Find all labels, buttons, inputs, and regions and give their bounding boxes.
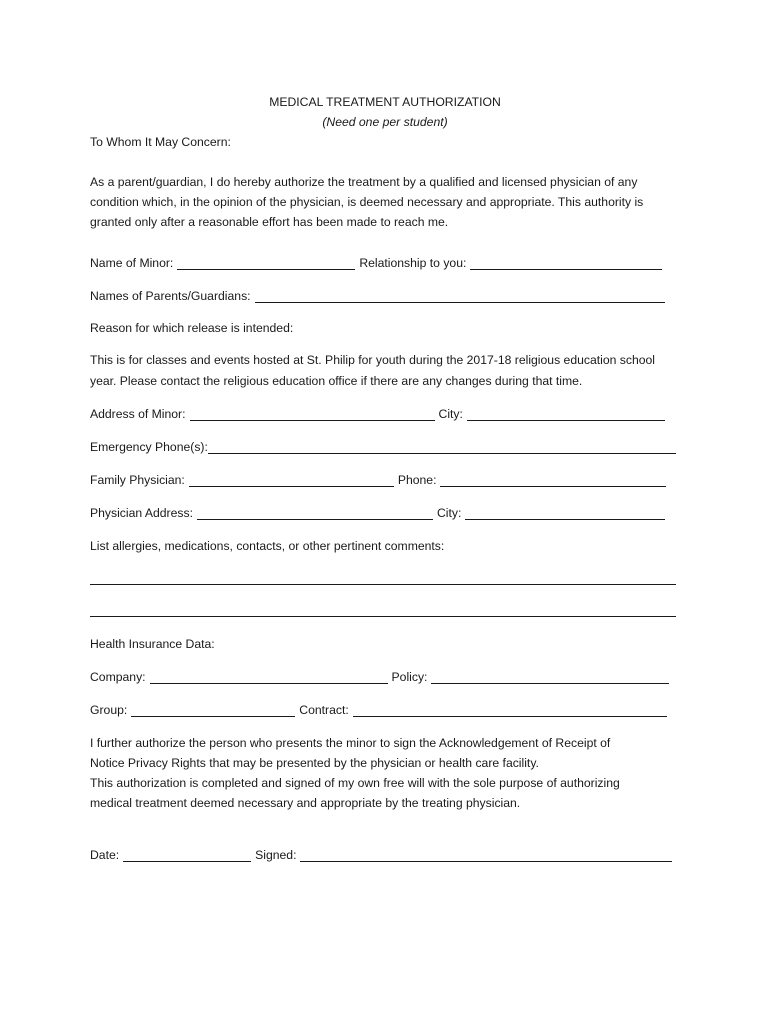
minor-name-label: Name of Minor: (90, 256, 174, 270)
form-title: MEDICAL TREATMENT AUTHORIZATION (269, 95, 501, 109)
reason-label: Reason for which release is intended: (90, 321, 294, 335)
address-row (90, 404, 680, 424)
insurance-label: Health Insurance Data: (90, 637, 215, 651)
emergency-row (90, 437, 680, 457)
allergies-label: List allergies, medications, contacts, or other pertinent comments: (90, 539, 445, 553)
group-field[interactable] (131, 702, 295, 717)
closing-line-4: medical treatment deemed necessary and appropriate by the treating physician. (90, 796, 521, 810)
phone-label: Phone: (397, 473, 437, 487)
reason-line-1: This is for classes and events hosted at St. Philip for youth during the 2017-18 religious education school (90, 353, 656, 367)
parents-field[interactable] (255, 288, 665, 303)
relationship-field[interactable] (470, 255, 662, 270)
policy-field[interactable] (431, 669, 669, 684)
city-label: City: (438, 407, 463, 421)
company-row (90, 667, 680, 687)
company-field[interactable] (150, 669, 388, 684)
group-row (90, 700, 680, 720)
parents-row (90, 286, 680, 306)
signature-row (90, 845, 680, 865)
form-subtitle: (Need one per student) (322, 115, 448, 129)
intro-line-3: granted only after a reasonable effort has been made to reach me. (90, 215, 449, 229)
physician-address-field[interactable] (197, 505, 433, 520)
emergency-label: Emergency Phone(s): (90, 440, 208, 454)
company-label: Company: (90, 670, 146, 684)
policy-label: Policy: (391, 670, 428, 684)
signed-label: Signed: (255, 848, 297, 862)
salutation: To Whom It May Concern: (90, 135, 231, 149)
phone-field[interactable] (440, 472, 666, 487)
physician-city-field[interactable] (465, 505, 665, 520)
date-field[interactable] (123, 847, 251, 862)
contract-label: Contract: (299, 703, 349, 717)
address-label: Address of Minor: (90, 407, 186, 421)
reason-line-2: year. Please contact the religious education office if there are any changes during that time. (90, 374, 583, 388)
physician-row (90, 470, 680, 490)
date-label: Date: (90, 848, 120, 862)
address-field[interactable] (190, 406, 435, 421)
physician-address-label: Physician Address: (90, 506, 193, 520)
closing-line-2: Notice Privacy Rights that may be presented by the physician or health care facility. (90, 756, 539, 770)
physician-city-label: City: (436, 506, 462, 520)
group-label: Group: (90, 703, 128, 717)
signature-field[interactable] (300, 847, 672, 862)
closing-line-1: I further authorize the person who presents the minor to sign the Acknowledgement of Receipt of (90, 736, 611, 750)
city-field[interactable] (467, 406, 665, 421)
parents-label: Names of Parents/Guardians: (90, 289, 251, 303)
family-physician-label: Family Physician: (90, 473, 185, 487)
relationship-label: Relationship to you: (359, 256, 467, 270)
physician-address-row (90, 503, 680, 523)
minor-name-field[interactable] (177, 255, 355, 270)
allergies-line-1[interactable] (90, 584, 676, 585)
family-physician-field[interactable] (189, 472, 394, 487)
closing-line-3: This authorization is completed and signed of my own free will with the sole purpose of authorizing (90, 776, 620, 790)
minor-name-row (90, 253, 680, 273)
emergency-field[interactable] (208, 439, 676, 454)
intro-line-1: As a parent/guardian, I do hereby authorize the treatment by a qualified and licensed physician of any (90, 175, 638, 189)
allergies-line-2[interactable] (90, 616, 676, 617)
intro-line-2: condition which, in the opinion of the physician, is deemed necessary and appropriate. This authority is (90, 195, 644, 209)
contract-field[interactable] (353, 702, 667, 717)
